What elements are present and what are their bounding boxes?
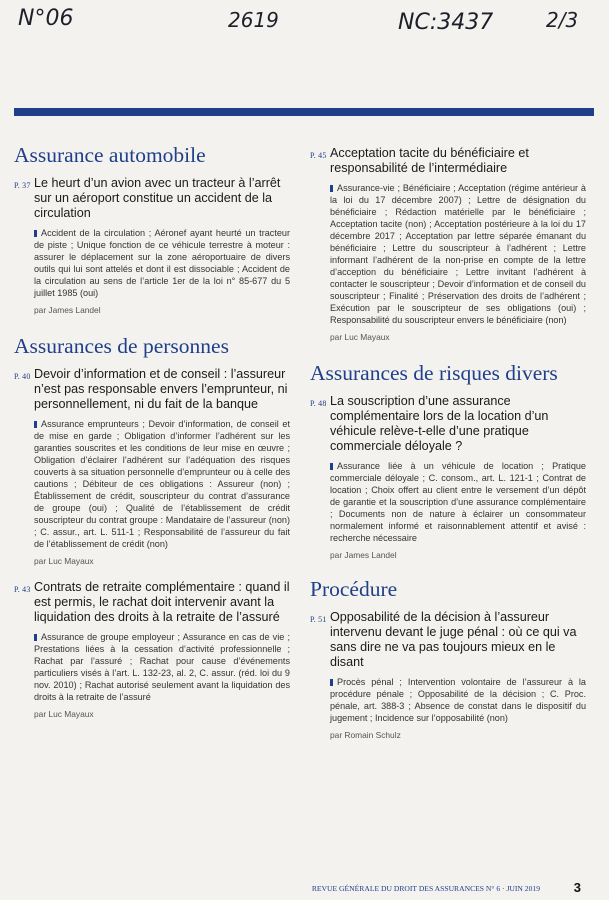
article-author: par James Landel: [34, 305, 101, 315]
article-title: Devoir d’information et de conseil : l’assureur n’est pas responsable envers l’emprunteur, ni personnellement, ni du fait de la banque: [34, 367, 288, 411]
article-heading: [14, 580, 290, 625]
abstract-text: Accident de la circulation ; Aéronef ayant heurté un tracteur de piste ; Unique fonction de ce véhicule terrestre à moteur : assurer le déplacement sur la zone aéroportuaire de divers outils qui lui sont attelés et dont il est dissociable ; Accident de la circulation au sens de l’article 1er de la loi n° 85-677 du 5 juillet 1985 (oui): [34, 228, 290, 298]
article-abstract: [310, 676, 586, 724]
article-author: par Luc Mayaux: [330, 332, 390, 342]
article-title: Acceptation tacite du bénéficiaire et responsabilité de l’intermédiaire: [330, 146, 529, 175]
article-abstract: [310, 182, 586, 326]
article-abstract: [310, 460, 586, 544]
article-abstract: [14, 418, 290, 550]
article-p43: [14, 580, 290, 719]
abstract-text: Assurance de groupe employeur ; Assurance en cas de vie ; Prestations liées à la cessation d’activité professionnelle ; Rachat par l’assuré ; Rachat pour cause d’événements particuliers visés à l’art. L. 132-23, al. 2, C. assur. (réd. loi du 9 nov. 2010) ; Rachat autorisé seulement avant la liquidation des droits à la retraite de l’assuré: [34, 632, 290, 702]
abstract-text: Assurance-vie ; Bénéficiaire ; Acceptation (régime antérieur à la loi du 17 décembre 2007) ; Lettre de désignation du bénéficiaire ; Rédaction matérielle par le bénéficiaire ; Acceptation tacite (non) ; Acceptation postérieure à la loi du 17 décembre 2017 ; Acceptation par lettre séparée émanant du bénéficiaire ; Lettre du souscripteur à l’adhérent ; Lettre informant l’adhérent de la non-prise en compte de la lettre d’acception du bénéficiaire ; Lettre invitant l’adhérent à contacter le souscripteur ; Devoir d’information et de conseil du souscripteur ; Finalité ; Préservation des droits de l’adhérent ; Exécution par le souscripteur de ses obligations (oui) ; Responsabilité du souscripteur envers le bénéficiaire (non): [330, 183, 586, 325]
page-reference: P. 37: [14, 181, 31, 190]
right-column: [310, 146, 586, 754]
abstract-text: Assurance liée à un véhicule de location ; Pratique commerciale déloyale ; C. consom., art. L. 121-1 ; Contrat de location ; Choix offert au client entre le versement d’un dépôt de garantie et la souscription d’une assurance complémentaire ; Documents non de nature à éclairer un consommateur normalement informé et raisonnablement attentif et avisé : recherche nécessaire: [330, 461, 586, 543]
article-heading: [310, 394, 586, 454]
article-abstract: [14, 227, 290, 299]
article-title: Le heurt d’un avion avec un tracteur à l’arrêt sur un aéroport constitue un accident de la circulation: [34, 176, 281, 220]
abstract-text: Procès pénal ; Intervention volontaire de l’assureur à la procédure pénale ; Opposabilité de la décision ; C. Proc. pénale, art. 388-3 ; Absence de constat dans le dispositif du jugement ; Incidence sur l’opposabilité (non): [330, 677, 586, 723]
article-p51: [310, 610, 586, 740]
bullet-marker-icon: [34, 230, 37, 237]
bullet-marker-icon: [330, 185, 333, 192]
article-p45: [310, 146, 586, 342]
article-abstract: [14, 631, 290, 703]
article-p40: [14, 367, 290, 566]
article-author: par Luc Mayaux: [34, 556, 94, 566]
article-heading: [310, 146, 586, 176]
header-rule: [14, 108, 594, 116]
article-heading: [14, 367, 290, 412]
article-p37: [14, 176, 290, 315]
handwritten-page-fraction: 2/3: [546, 8, 579, 32]
article-author: par Romain Schulz: [330, 730, 401, 740]
section-title-automobile: Assurance automobile: [14, 143, 206, 167]
page-reference: P. 43: [14, 585, 31, 594]
page-reference: P. 45: [310, 151, 327, 160]
handwritten-nc-code: NC:3437: [398, 10, 494, 35]
page-number: 3: [573, 880, 581, 895]
page-reference: P. 48: [310, 399, 327, 408]
page-reference: P. 40: [14, 372, 31, 381]
journal-footer: REVUE GÉNÉRALE DU DROIT DES ASSURANCES N° 6 · JUIN 2019: [311, 884, 540, 893]
handwritten-issue-number: N°06: [18, 6, 74, 31]
article-p48: [310, 394, 586, 560]
section-title-risques-divers: Assurances de risques divers: [310, 361, 558, 385]
bullet-marker-icon: [330, 463, 333, 470]
article-heading: [14, 176, 290, 221]
abstract-text: Assurance emprunteurs ; Devoir d’information, de conseil et de mise en garde ; Obligation d’informer l’adhérent sur les garanties souscrites et les conditions de leur mise en œuvre ; Obligation d’éclairer l’adhérent sur l’adéquation des risques couverts à sa situation personnelle d’emprunteur ou à celle des cautions ; Débiteur de ces obligations : Assureur (non) ; Établissement de crédit, souscripteur du contrat d’assurance de groupe (oui) ; Qualité de l’établissement de crédit souscripteur du contrat groupe : Mandataire de l’assureur (non) ; C. assur., art. L. 511-1 ; Responsabilité de l’assureur du fait de l’établissement de crédit (non): [34, 419, 290, 549]
handwritten-reference-number: 2619: [228, 8, 279, 32]
section-title-procedure: Procédure: [310, 577, 398, 601]
page-reference: P. 51: [310, 615, 327, 624]
article-title: Contrats de retraite complémentaire : quand il est permis, le rachat doit intervenir avant la liquidation des droits à la retraite de l’assuré: [34, 580, 290, 624]
article-title: Opposabilité de la décision à l’assureur intervenu devant le juge pénal : où ce qui va sans dire ne va pas toujours mieux en le disant: [330, 610, 577, 669]
bullet-marker-icon: [34, 634, 37, 641]
article-title: La souscription d’une assurance complémentaire lors de la location d’un véhicule relève-t-elle d’une pratique commerciale déloyale ?: [330, 394, 549, 453]
article-heading: [310, 610, 586, 670]
section-title-personnes: Assurances de personnes: [14, 334, 229, 358]
bullet-marker-icon: [34, 421, 37, 428]
bullet-marker-icon: [330, 679, 333, 686]
article-author: par Luc Mayaux: [34, 709, 94, 719]
left-column: [14, 142, 290, 733]
article-author: par James Landel: [330, 550, 397, 560]
